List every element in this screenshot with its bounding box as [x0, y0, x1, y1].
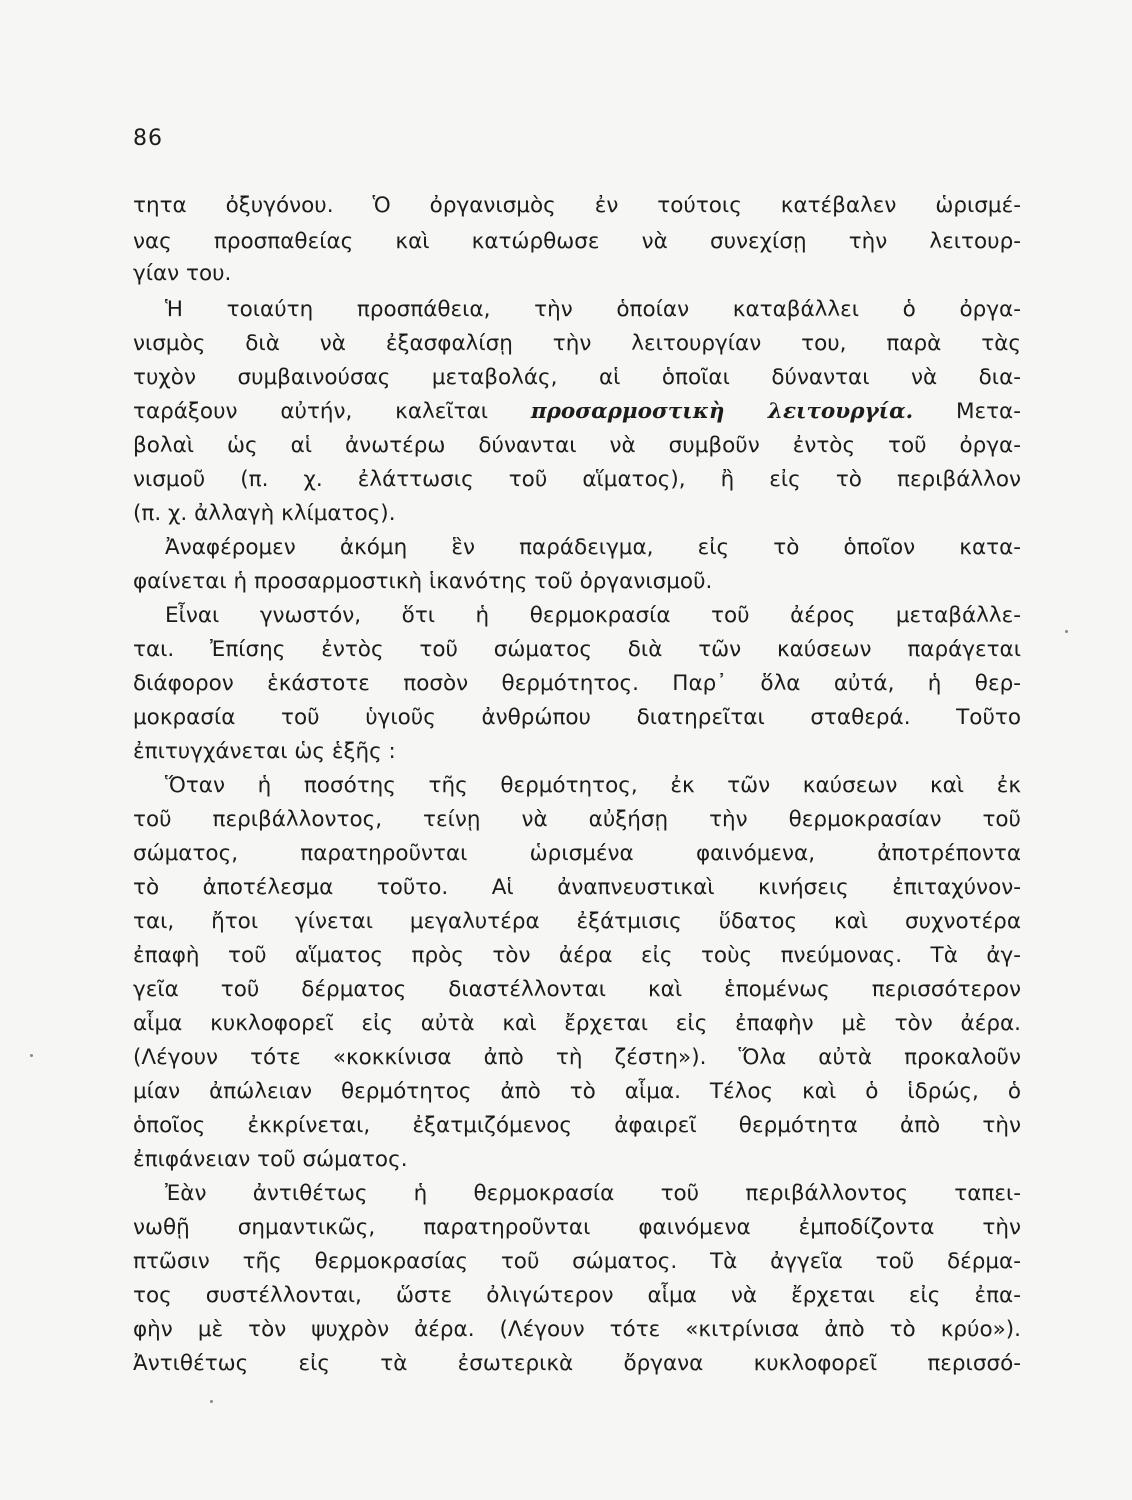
emphasized-term: προσαρμοστικὴ λειτουργία.	[530, 399, 914, 424]
paragraph-start-line: Εἶναι γνωστόν, ὅτι ἡ θερμοκρασία τοῦ ἀέρος μεταβάλλε-	[165, 603, 1021, 628]
text-line: (Λέγουν τότε «κοκκίνισα ἀπὸ τὴ ζέστη»). Ὅλα αὐτὰ προκαλοῦν	[133, 1045, 1021, 1070]
text-line: ὁποῖος ἐκκρίνεται, ἐξατμιζόμενος ἀφαιρεῖ θερμότητα ἀπὸ τὴν	[133, 1113, 1021, 1138]
text-line: τυχὸν συμβαινούσας μεταβολάς, αἱ ὁποῖαι δύνανται νὰ δια-	[133, 365, 1021, 390]
scan-speck	[210, 1400, 213, 1403]
scan-speck	[1065, 630, 1068, 633]
paragraph-start-line: Ἡ τοιαύτη προσπάθεια, τὴν ὁποίαν καταβάλλει ὁ ὀργα-	[165, 297, 1021, 322]
text-fragment: ταράξουν αὐτήν, καλεῖται	[133, 399, 489, 424]
text-fragment: Μετα-	[955, 399, 1021, 424]
text-line: γίαν του.	[133, 261, 232, 286]
text-line: ἐπιφάνειαν τοῦ σώματος.	[133, 1147, 408, 1172]
text-line: τοῦ περιβάλλοντος, τείνῃ νὰ αὐξήσῃ τὴν θερμοκρασίαν τοῦ	[133, 807, 1021, 832]
text-line: διάφορον ἑκάστοτε ποσὸν θερμότητος. Παρ᾿ ὅλα αὐτά, ἡ θερ-	[133, 671, 1021, 696]
paragraph-start-line: Ἐὰν ἀντιθέτως ἡ θερμοκρασία τοῦ περιβάλλοντος ταπει-	[165, 1181, 1021, 1206]
text-line: γεῖα τοῦ δέρματος διαστέλλονται καὶ ἑπομένως περισσότερον	[133, 977, 1021, 1002]
text-line: νας προσπαθείας καὶ κατώρθωσε νὰ συνεχίσῃ τὴν λειτουρ-	[133, 229, 1021, 254]
text-line: Ἀντιθέτως εἰς τὰ ἐσωτερικὰ ὄργανα κυκλοφορεῖ περισσό-	[133, 1351, 1021, 1376]
text-line: βολαὶ ὡς αἱ ἀνωτέρω δύνανται νὰ συμβοῦν ἐντὸς τοῦ ὀργα-	[133, 433, 1021, 458]
text-line: (π. χ. ἀλλαγὴ κλίματος).	[133, 501, 396, 526]
text-line: νωθῇ σημαντικῶς, παρατηροῦνται φαινόμενα ἐμποδίζοντα τὴν	[133, 1215, 1021, 1240]
text-line: ται. Ἐπίσης ἐντὸς τοῦ σώματος διὰ τῶν καύσεων παράγεται	[133, 637, 1021, 662]
text-line: σώματος, παρατηροῦνται ὡρισμένα φαινόμενα, ἀποτρέποντα	[133, 841, 1021, 866]
page-number: 86	[133, 126, 163, 151]
paragraph-start-line: Ὅταν ἡ ποσότης τῆς θερμότητος, ἐκ τῶν καύσεων καὶ ἐκ	[165, 773, 1021, 798]
text-line: φὴν μὲ τὸν ψυχρὸν ἀέρα. (Λέγουν τότε «κιτρίνισα ἀπὸ τὸ κρύο»).	[133, 1317, 1021, 1342]
text-line: φαίνεται ἡ προσαρμοστικὴ ἱκανότης τοῦ ὀργανισμοῦ.	[133, 569, 713, 594]
text-line-with-term	[133, 396, 1021, 428]
text-line: ἐπαφὴ τοῦ αἵματος πρὸς τὸν ἀέρα εἰς τοὺς πνεύμονας. Τὰ ἀγ-	[133, 943, 1021, 968]
paragraph-start-line: Ἀναφέρομεν ἀκόμη ἓν παράδειγμα, εἰς τὸ ὁποῖον κατα-	[165, 535, 1021, 560]
text-line: τος συστέλλονται, ὥστε ὀλιγώτερον αἷμα νὰ ἔρχεται εἰς ἐπα-	[133, 1283, 1021, 1308]
scan-speck	[30, 1054, 33, 1057]
text-line: πτῶσιν τῆς θερμοκρασίας τοῦ σώματος. Τὰ ἀγγεῖα τοῦ δέρμα-	[133, 1249, 1021, 1274]
text-line: νισμὸς διὰ νὰ ἐξασφαλίσῃ τὴν λειτουργίαν του, παρὰ τὰς	[133, 331, 1021, 356]
text-line: ἐπιτυγχάνεται ὡς ἑξῆς :	[133, 739, 396, 764]
text-line: μίαν ἀπώλειαν θερμότητος ἀπὸ τὸ αἷμα. Τέλος καὶ ὁ ἱδρώς, ὁ	[133, 1079, 1021, 1104]
text-line: νισμοῦ (π. χ. ἐλάττωσις τοῦ αἵματος), ἢ εἰς τὸ περιβάλλον	[133, 467, 1021, 492]
text-line: ται, ἤτοι γίνεται μεγαλυτέρα ἐξάτμισις ὕδατος καὶ συχνοτέρα	[133, 909, 1021, 934]
text-line: μοκρασία τοῦ ὑγιοῦς ἀνθρώπου διατηρεῖται σταθερά. Τοῦτο	[133, 705, 1021, 730]
text-line: τητα ὀξυγόνου. Ὁ ὀργανισμὸς ἐν τούτοις κατέβαλεν ὡρισμέ-	[133, 193, 1021, 218]
text-line: τὸ ἀποτέλεσμα τοῦτο. Αἱ ἀναπνευστικαὶ κινήσεις ἐπιταχύνον-	[133, 875, 1021, 900]
text-line: αἷμα κυκλοφορεῖ εἰς αὐτὰ καὶ ἔρχεται εἰς ἐπαφὴν μὲ τὸν ἀέρα.	[133, 1011, 1021, 1036]
